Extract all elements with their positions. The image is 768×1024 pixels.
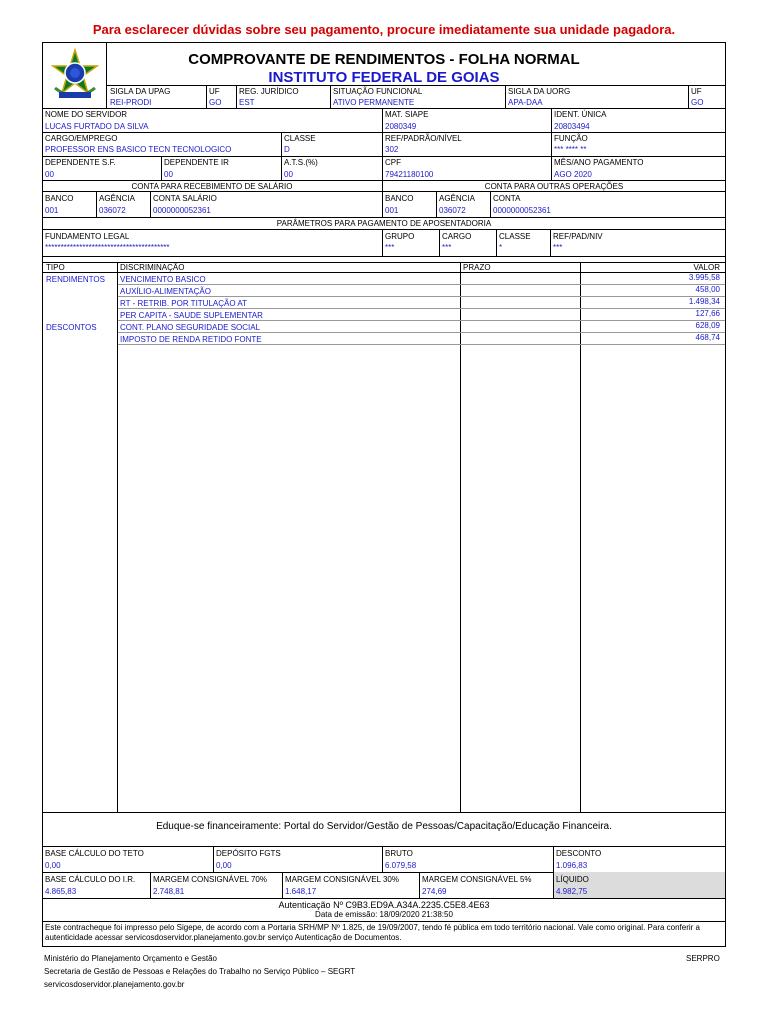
table-row-tipo: DESCONTOS [46,323,97,332]
table-row-disc: RT - RETRIB. POR TITULAÇÃO AT [120,299,247,308]
uf-value: GO [209,98,222,107]
funcao-label: FUNÇÃO [554,134,588,143]
reg-juridico-label: REG. JURÍDICO [239,87,299,96]
aposentadoria-header: PARÂMETROS PARA PAGAMENTO DE APOSENTADORIA [276,219,492,228]
apos-classe-label: CLASSE [499,232,531,241]
grupo-value: *** [385,243,395,252]
banco2-label: BANCO [385,194,414,203]
liquido-label: LÍQUIDO [556,875,589,884]
conta2-value: 0000000052361 [493,206,551,215]
conta2-label: CONTA [493,194,521,203]
cargo-label: CARGO/EMPREGO [45,134,118,143]
margem-30-value: 1.648,17 [285,887,317,896]
table-row-disc: CONT. PLANO SEGURIDADE SOCIAL [120,323,261,332]
table-row-valor: 127,66 [695,309,720,318]
table-row-valor: 628,09 [695,321,720,330]
sigla-uorg-value: APA-DAA [508,98,543,107]
footer-ministerio: Ministério do Planejamento Orçamento e Gestão [44,954,217,963]
apos-classe-value: * [499,243,503,252]
margem-70-value: 2.748,81 [153,887,185,896]
ref-label: REF/PADRÃO/NÍVEL [385,134,462,143]
liquido-value: 4.982,75 [556,887,588,896]
table-row-disc: PER CAPITA - SAUDE SUPLEMENTAR [120,311,263,320]
siape-label: MAT. SIAPE [385,110,429,119]
table-row-valor: 1.498,34 [688,297,720,306]
table-row-disc: VENCIMENTO BASICO [120,275,206,284]
autenticacao: Autenticação Nº C9B3.ED9A.A34A.2235.C5E8.4E63 [278,900,490,910]
cpf-value: 79421180100 [385,170,434,179]
banco2-value: 001 [385,206,399,215]
margem-5-label: MARGEM CONSIGNÁVEL 5% [422,875,532,884]
payment-warning: Para esclarecer dúvidas sobre seu pagamento, procure imediatamente sua unidade pagadora. [92,22,676,37]
uf2-value: GO [691,98,704,107]
fgts-value: 0,00 [216,861,232,870]
desconto-label: DESCONTO [556,849,602,858]
grupo-label: GRUPO [385,232,415,241]
table-row-valor: 468,74 [695,333,720,342]
conta-outras-header: CONTA PARA OUTRAS OPERAÇÕES [484,182,624,191]
col-valor-header: VALOR [693,263,720,272]
ident-label: IDENT. ÚNICA [554,110,607,119]
table-row-disc: AUXÍLIO-ALIMENTAÇÃO [120,287,211,296]
sigla-uorg-label: SIGLA DA UORG [508,87,571,96]
base-teto-value: 0,00 [45,861,61,870]
fundamento-label: FUNDAMENTO LEGAL [45,232,130,241]
dep-ir-label: DEPENDENTE IR [164,158,229,167]
margem-5-value: 274,69 [422,887,447,896]
sigla-upag-value: REI-PRODI [110,98,152,107]
mes-ano-label: MÊS/ANO PAGAMENTO [554,158,644,167]
desconto-value: 1.096,83 [556,861,588,870]
table-row-valor: 3.995,58 [688,273,720,282]
base-ir-value: 4.865,83 [45,887,77,896]
ref-value: 302 [385,145,399,154]
funcao-value: *** **** ** [554,145,587,154]
dep-ir-value: 00 [164,170,173,179]
reg-juridico-value: EST [239,98,255,107]
banco-value: 001 [45,206,59,215]
uf-label: UF [209,87,220,96]
mes-ano-value: AGO 2020 [554,170,592,179]
col-disc-header: DISCRIMINAÇÃO [120,263,185,272]
validity-note: Este contracheque foi impresso pelo Sigepe, de acordo com a Portaria SRH/MP Nº 1.825, de 19/09/2007, tendo fé pública em todo território nacional. Vale como original. Para conferir a autenticidade acessar servicosdoservidor.planejamento.gov.br serviço Autenticação de Documentos. [45,923,700,942]
refpad-value: *** [553,243,563,252]
nome-label: NOME DO SERVIDOR [45,110,128,119]
agencia-label: AGÊNCIA [99,194,136,203]
base-teto-label: BASE CÁLCULO DO TETO [45,849,144,858]
conta-salario-value: 0000000052361 [153,206,211,215]
apos-cargo-label: CARGO [442,232,472,241]
dep-sf-label: DEPENDENTE S.F. [45,158,116,167]
conta-salario-header: CONTA PARA RECEBIMENTO DE SALÁRIO [131,182,293,191]
table-row-valor: 458,00 [695,285,720,294]
fundamento-value: **************************************** [45,243,170,252]
conta-salario-label: CONTA SALÁRIO [153,194,217,203]
siape-value: 2080349 [385,122,417,131]
footer-serpro: SERPRO [686,954,720,963]
sigla-upag-label: SIGLA DA UPAG [110,87,171,96]
col-tipo-header: TIPO [46,263,65,272]
ats-value: 00 [284,170,293,179]
table-row-disc: IMPOSTO DE RENDA RETIDO FONTE [120,335,262,344]
ats-label: A.T.S.(%) [284,158,318,167]
apos-cargo-value: *** [442,243,452,252]
col-prazo-header: PRAZO [463,263,491,272]
agencia2-value: 036072 [439,206,466,215]
classe-value: D [284,145,290,154]
agencia2-label: AGÊNCIA [439,194,476,203]
bruto-value: 6.079,58 [385,861,417,870]
ident-value: 20803494 [554,122,590,131]
base-ir-label: BASE CÁLCULO DO I.R. [45,875,136,884]
footer-secretaria: Secretaria de Gestão de Pessoas e Relações do Trabalho no Serviço Público – SEGRT [44,967,356,976]
bruto-label: BRUTO [385,849,413,858]
table-row-tipo: RENDIMENTOS [46,275,105,284]
uf2-label: UF [691,87,702,96]
dep-sf-value: 00 [45,170,54,179]
footer-site: servicosdoservidor.planejamento.gov.br [44,980,185,989]
margem-30-label: MARGEM CONSIGNÁVEL 30% [285,875,399,884]
margem-70-label: MARGEM CONSIGNÁVEL 70% [153,875,267,884]
document-title: COMPROVANTE DE RENDIMENTOS - FOLHA NORMAL [188,51,580,68]
banco-label: BANCO [45,194,74,203]
agencia-value: 036072 [99,206,126,215]
nome-value: LUCAS FURTADO DA SILVA [45,122,149,131]
fgts-label: DEPÓSITO FGTS [216,849,281,858]
refpad-label: REF/PAD/NIV [553,232,603,241]
situacao-value: ATIVO PERMANENTE [333,98,415,107]
educacao-financeira-note: Eduque-se financeiramente: Portal do Servidor/Gestão de Pessoas/Capacitação/Educação Financeira. [156,821,612,832]
cpf-label: CPF [385,158,401,167]
data-emissao: Data de emissão: 18/09/2020 21:38:50 [315,910,453,919]
institution-name: INSTITUTO FEDERAL DE GOIAS [268,69,500,86]
cargo-value: PROFESSOR ENS BASICO TECN TECNOLOGICO [45,145,232,154]
classe-label: CLASSE [284,134,316,143]
situacao-label: SITUAÇÃO FUNCIONAL [333,87,423,96]
